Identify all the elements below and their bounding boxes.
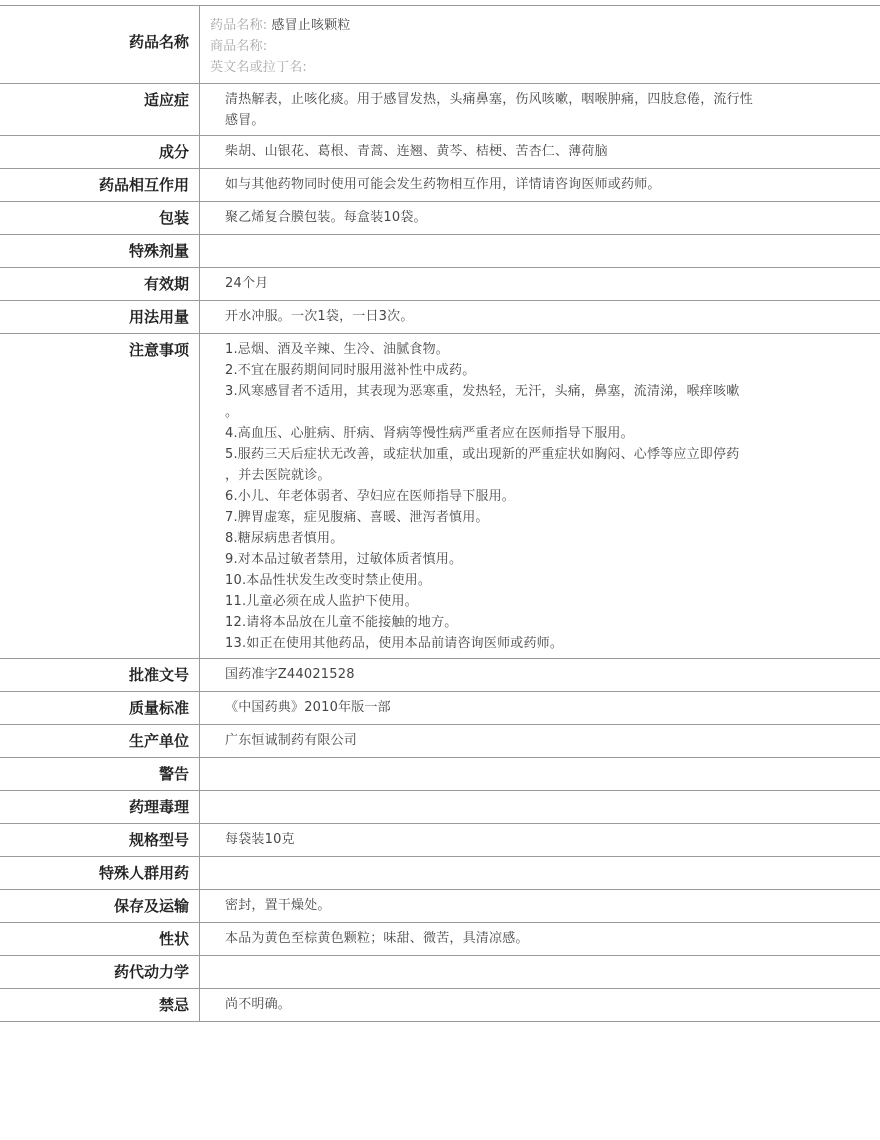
row-label: 有效期: [0, 268, 200, 300]
value-line: 5.服药三天后症状无改善，或症状加重，或出现新的严重症状如胸闷、心悸等应立即停药: [225, 447, 740, 462]
row-label: 保存及运输: [0, 890, 200, 922]
row-value: [200, 659, 880, 691]
value-line: 10.本品性状发生改变时禁止使用。: [225, 573, 432, 588]
value-line: 广东恒诚制药有限公司: [225, 733, 358, 748]
row-pharmacology: [0, 791, 880, 824]
row-value: [200, 791, 880, 823]
trade-name-key: 商品名称:: [210, 39, 268, 54]
row-label: 性状: [0, 923, 200, 955]
row-value: [200, 692, 880, 724]
value-line: 。: [225, 405, 239, 420]
row-manufacturer: [0, 725, 880, 758]
value-line: 尚不明确。: [225, 997, 292, 1012]
row-value: [200, 824, 880, 856]
value-line: 感冒。: [225, 113, 265, 128]
value-line: 6.小儿、年老体弱者、孕妇应在医师指导下服用。: [225, 489, 516, 504]
row-value: [200, 235, 880, 267]
row-quality-standard: [0, 692, 880, 725]
row-value: [200, 202, 880, 234]
row-shelf-life: [0, 268, 880, 301]
row-indications: [0, 84, 880, 136]
row-value: [200, 84, 880, 135]
trade-name-line: [210, 36, 870, 57]
row-ingredients: [0, 136, 880, 169]
value-line: 《中国药典》2010年版一部: [225, 700, 391, 715]
value-line: 柴胡、山银花、葛根、青蒿、连翘、黄芩、桔梗、苦杏仁、薄荷脑: [225, 144, 608, 159]
generic-name-value: 感冒止咳颗粒: [271, 18, 351, 33]
latin-name-line: [210, 57, 870, 78]
value-line: 国药准字Z44021528: [225, 667, 355, 682]
row-label: 药代动力学: [0, 956, 200, 988]
value-line: 1.忌烟、酒及辛辣、生冷、油腻食物。: [225, 342, 450, 357]
value-line: 7.脾胃虚寒，症见腹痛、喜暖、泄泻者慎用。: [225, 510, 489, 525]
row-interactions: [0, 169, 880, 202]
row-dosage: [0, 301, 880, 334]
drug-info-table: [0, 5, 880, 1022]
value-line: 如与其他药物同时使用可能会发生药物相互作用，详情请咨询医师或药师。: [225, 177, 661, 192]
row-special-populations: [0, 857, 880, 890]
row-value: [200, 6, 880, 83]
row-precautions: [0, 334, 880, 659]
latin-name-key: 英文名或拉丁名:: [210, 60, 307, 75]
row-value: [200, 136, 880, 168]
row-label: 药品相互作用: [0, 169, 200, 201]
row-value: [200, 268, 880, 300]
row-pharmacokinetics: [0, 956, 880, 989]
row-storage: [0, 890, 880, 923]
row-label: 适应症: [0, 84, 200, 135]
row-label: 药品名称: [0, 6, 200, 83]
value-line: 每袋装10克: [225, 832, 295, 847]
value-line: 12.请将本品放在儿童不能接触的地方。: [225, 615, 458, 630]
row-label: 注意事项: [0, 334, 200, 658]
value-line: 聚乙烯复合膜包装。每盒装10袋。: [225, 210, 427, 225]
generic-name-line: [210, 15, 870, 36]
row-value: [200, 956, 880, 988]
row-description: [0, 923, 880, 956]
row-label: 包装: [0, 202, 200, 234]
row-approval-number: [0, 659, 880, 692]
value-line: 本品为黄色至棕黄色颗粒；味甜、微苦，具清凉感。: [225, 931, 529, 946]
value-line: 3.风寒感冒者不适用，其表现为恶寒重，发热轻，无汗，头痛，鼻塞，流清涕，喉痒咳嗽: [225, 384, 740, 399]
row-contraindications: [0, 989, 880, 1022]
row-warning: [0, 758, 880, 791]
row-label: 生产单位: [0, 725, 200, 757]
row-value: [200, 301, 880, 333]
row-special-dosage: [0, 235, 880, 268]
row-value: [200, 758, 880, 790]
value-line: 11.儿童必须在成人监护下使用。: [225, 594, 418, 609]
row-label: 特殊人群用药: [0, 857, 200, 889]
value-line: 清热解表，止咳化痰。用于感冒发热，头痛鼻塞，伤风咳嗽，咽喉肿痛，四肢怠倦，流行性: [225, 92, 754, 107]
value-line: 13.如正在使用其他药品，使用本品前请咨询医师或药师。: [225, 636, 564, 651]
value-line: 2.不宜在服药期间同时服用滋补性中成药。: [225, 363, 476, 378]
generic-name-key: 药品名称:: [210, 18, 268, 33]
value-line: 9.对本品过敏者禁用，过敏体质者慎用。: [225, 552, 463, 567]
value-line: ，并去医院就诊。: [225, 468, 331, 483]
row-value: [200, 989, 880, 1021]
row-label: 批准文号: [0, 659, 200, 691]
info-rows: [0, 84, 880, 1022]
row-label: 警告: [0, 758, 200, 790]
row-drug-name: [0, 6, 880, 84]
row-label: 特殊剂量: [0, 235, 200, 267]
row-label: 药理毒理: [0, 791, 200, 823]
value-line: 24个月: [225, 276, 269, 291]
value-line: 4.高血压、心脏病、肝病、肾病等慢性病严重者应在医师指导下服用。: [225, 426, 634, 441]
row-value: [200, 725, 880, 757]
row-value: [200, 169, 880, 201]
row-label: 禁忌: [0, 989, 200, 1021]
row-value: [200, 334, 880, 658]
row-label: 用法用量: [0, 301, 200, 333]
row-value: [200, 923, 880, 955]
row-specification: [0, 824, 880, 857]
row-label: 规格型号: [0, 824, 200, 856]
value-line: 密封，置干燥处。: [225, 898, 331, 913]
value-line: 8.糖尿病患者慎用。: [225, 531, 344, 546]
row-value: [200, 890, 880, 922]
row-label: 质量标准: [0, 692, 200, 724]
row-packaging: [0, 202, 880, 235]
row-value: [200, 857, 880, 889]
value-line: 开水冲服。一次1袋，一日3次。: [225, 309, 414, 324]
row-label: 成分: [0, 136, 200, 168]
